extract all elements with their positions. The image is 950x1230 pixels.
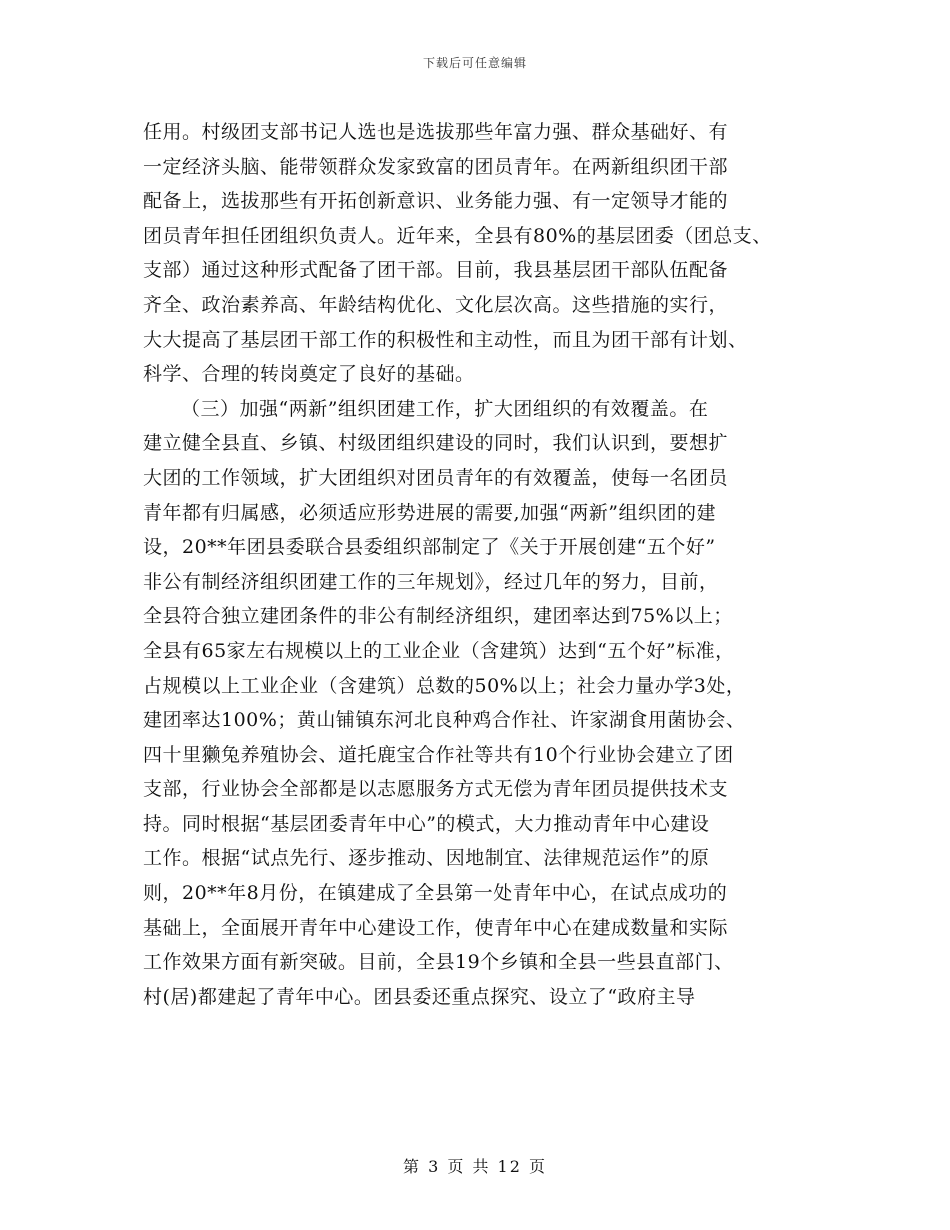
text-line: 任用。村级团支部书记人选也是选拔那些年富力强、群众基础好、有: [143, 121, 729, 143]
text-line: 非公有制经济组织团建工作的三年规划》，经过几年的努力，目前，: [143, 570, 719, 593]
text-line: 团员青年担任团组织负责人。近年来，全县有80%的基层团委（团总支、: [143, 224, 772, 247]
text-line: 青年都有归属感，必须适应形势进展的需要,加强“两新”组织团的建: [143, 501, 716, 524]
text-line: 齐全、政治素养高、年龄结构优化、文化层次高。这些措施的实行，: [143, 293, 729, 316]
text-line: 则，20**年8月份，在镇建成了全县第一处青年中心，在试点成功的: [143, 882, 728, 905]
page-footer: 第 3 页 共 12 页: [403, 1157, 547, 1176]
text-line: 建团率达100%；黄山铺镇东河北良种鸡合作社、许家湖食用菌协会、: [143, 709, 746, 732]
text-line: 支部，行业协会全部都是以志愿服务方式无偿为青年团员提供技术支: [143, 778, 729, 801]
text-line: 大大提高了基层团干部工作的积极性和主动性，而且为团干部有计划、: [143, 328, 748, 351]
text-line: 配备上，选拔那些有开拓创新意识、业务能力强、有一定领导才能的: [143, 190, 729, 213]
text-line: 大团的工作领域，扩大团组织对团员青年的有效覆盖，使每一名团员: [143, 466, 729, 489]
text-line: 工作效果方面有新突破。目前，全县19个乡镇和全县一些县直部门、: [143, 951, 734, 974]
page-header: 下载后可任意编辑: [422, 56, 527, 70]
text-line: （三）加强“两新”组织团建工作，扩大团组织的有效覆盖。在: [181, 397, 709, 420]
text-line: 持。同时根据“基层团委青年中心”的模式，大力推动青年中心建设: [143, 812, 710, 835]
text-line: 科学、合理的转岗奠定了良好的基础。: [143, 363, 475, 386]
text-line: 工作。根据“试点先行、逐步推动、因地制宜、法律规范运作”的原: [143, 847, 710, 870]
document-body: [143, 115, 823, 1014]
text-line: 占规模以上工业企业（含建筑）总数的50%以上；社会力量办学3处，: [143, 674, 746, 697]
text-line: 全县符合独立建团条件的非公有制经济组织，建团率达到75%以上；: [143, 605, 733, 628]
text-line: 一定经济头脑、能带领群众发家致富的团员青年。在两新组织团干部: [143, 155, 729, 178]
text-line: 设，20**年团县委联合县委组织部制定了《关于开展创建“五个好”: [143, 536, 716, 559]
text-line: 四十里獭兔养殖协会、道托鹿宝合作社等共有10个行业协会建立了团: [143, 743, 734, 766]
text-line: 村(居)都建起了青年中心。团县委还重点探究、设立了“政府主导: [143, 985, 696, 1008]
text-line: 全县有65家左右规模以上的工业企业（含建筑）达到“五个好”标准，: [143, 639, 735, 662]
text-line: 支部）通过这种形式配备了团干部。目前，我县基层团干部队伍配备: [143, 259, 729, 282]
text-line: 建立健全县直、乡镇、村级团组织建设的同时，我们认识到，要想扩: [143, 432, 729, 455]
text-line: 基础上，全面展开青年中心建设工作，使青年中心在建成数量和实际: [143, 916, 729, 939]
